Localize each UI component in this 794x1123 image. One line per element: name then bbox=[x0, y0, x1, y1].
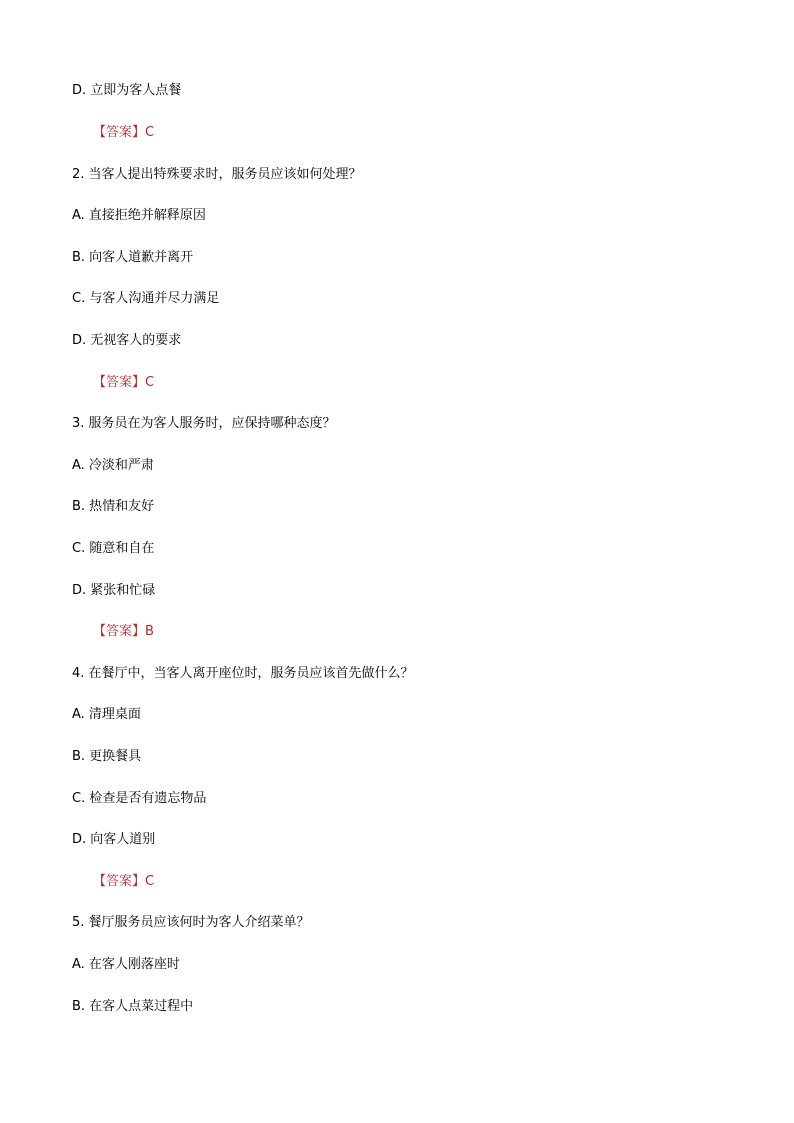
option-line: B. 更换餐具 bbox=[72, 749, 142, 764]
option-line: D. 紧张和忙碌 bbox=[72, 583, 156, 598]
question-line: 3. 服务员在为客人服务时，应保持哪种态度？ bbox=[72, 416, 336, 431]
option-line: A. 在客人刚落座时 bbox=[72, 957, 180, 972]
option-line: A. 冷淡和严肃 bbox=[72, 458, 154, 473]
answer-line: 【答案】C bbox=[93, 375, 155, 390]
option-line: C. 检查是否有遗忘物品 bbox=[72, 791, 207, 806]
option-line: C. 随意和自在 bbox=[72, 541, 155, 556]
answer-line: 【答案】C bbox=[93, 874, 155, 889]
option-line: D. 无视客人的要求 bbox=[72, 333, 182, 348]
option-line: A. 清理桌面 bbox=[72, 707, 141, 722]
question-line: 4. 在餐厅中，当客人离开座位时，服务员应该首先做什么？ bbox=[72, 666, 414, 681]
question-line: 2. 当客人提出特殊要求时，服务员应该如何处理？ bbox=[72, 167, 362, 182]
answer-line: 【答案】B bbox=[93, 624, 154, 639]
option-line: B. 热情和友好 bbox=[72, 499, 155, 514]
option-line: C. 与客人沟通并尽力满足 bbox=[72, 291, 220, 306]
option-line: D. 立即为客人点餐 bbox=[72, 83, 182, 98]
option-line: A. 直接拒绝并解释原因 bbox=[72, 208, 206, 223]
option-line: B. 在客人点菜过程中 bbox=[72, 999, 194, 1014]
option-line: D. 向客人道别 bbox=[72, 832, 156, 847]
option-line: B. 向客人道歉并离开 bbox=[72, 250, 194, 265]
answer-line: 【答案】C bbox=[93, 125, 155, 140]
question-line: 5. 餐厅服务员应该何时为客人介绍菜单？ bbox=[72, 915, 310, 930]
